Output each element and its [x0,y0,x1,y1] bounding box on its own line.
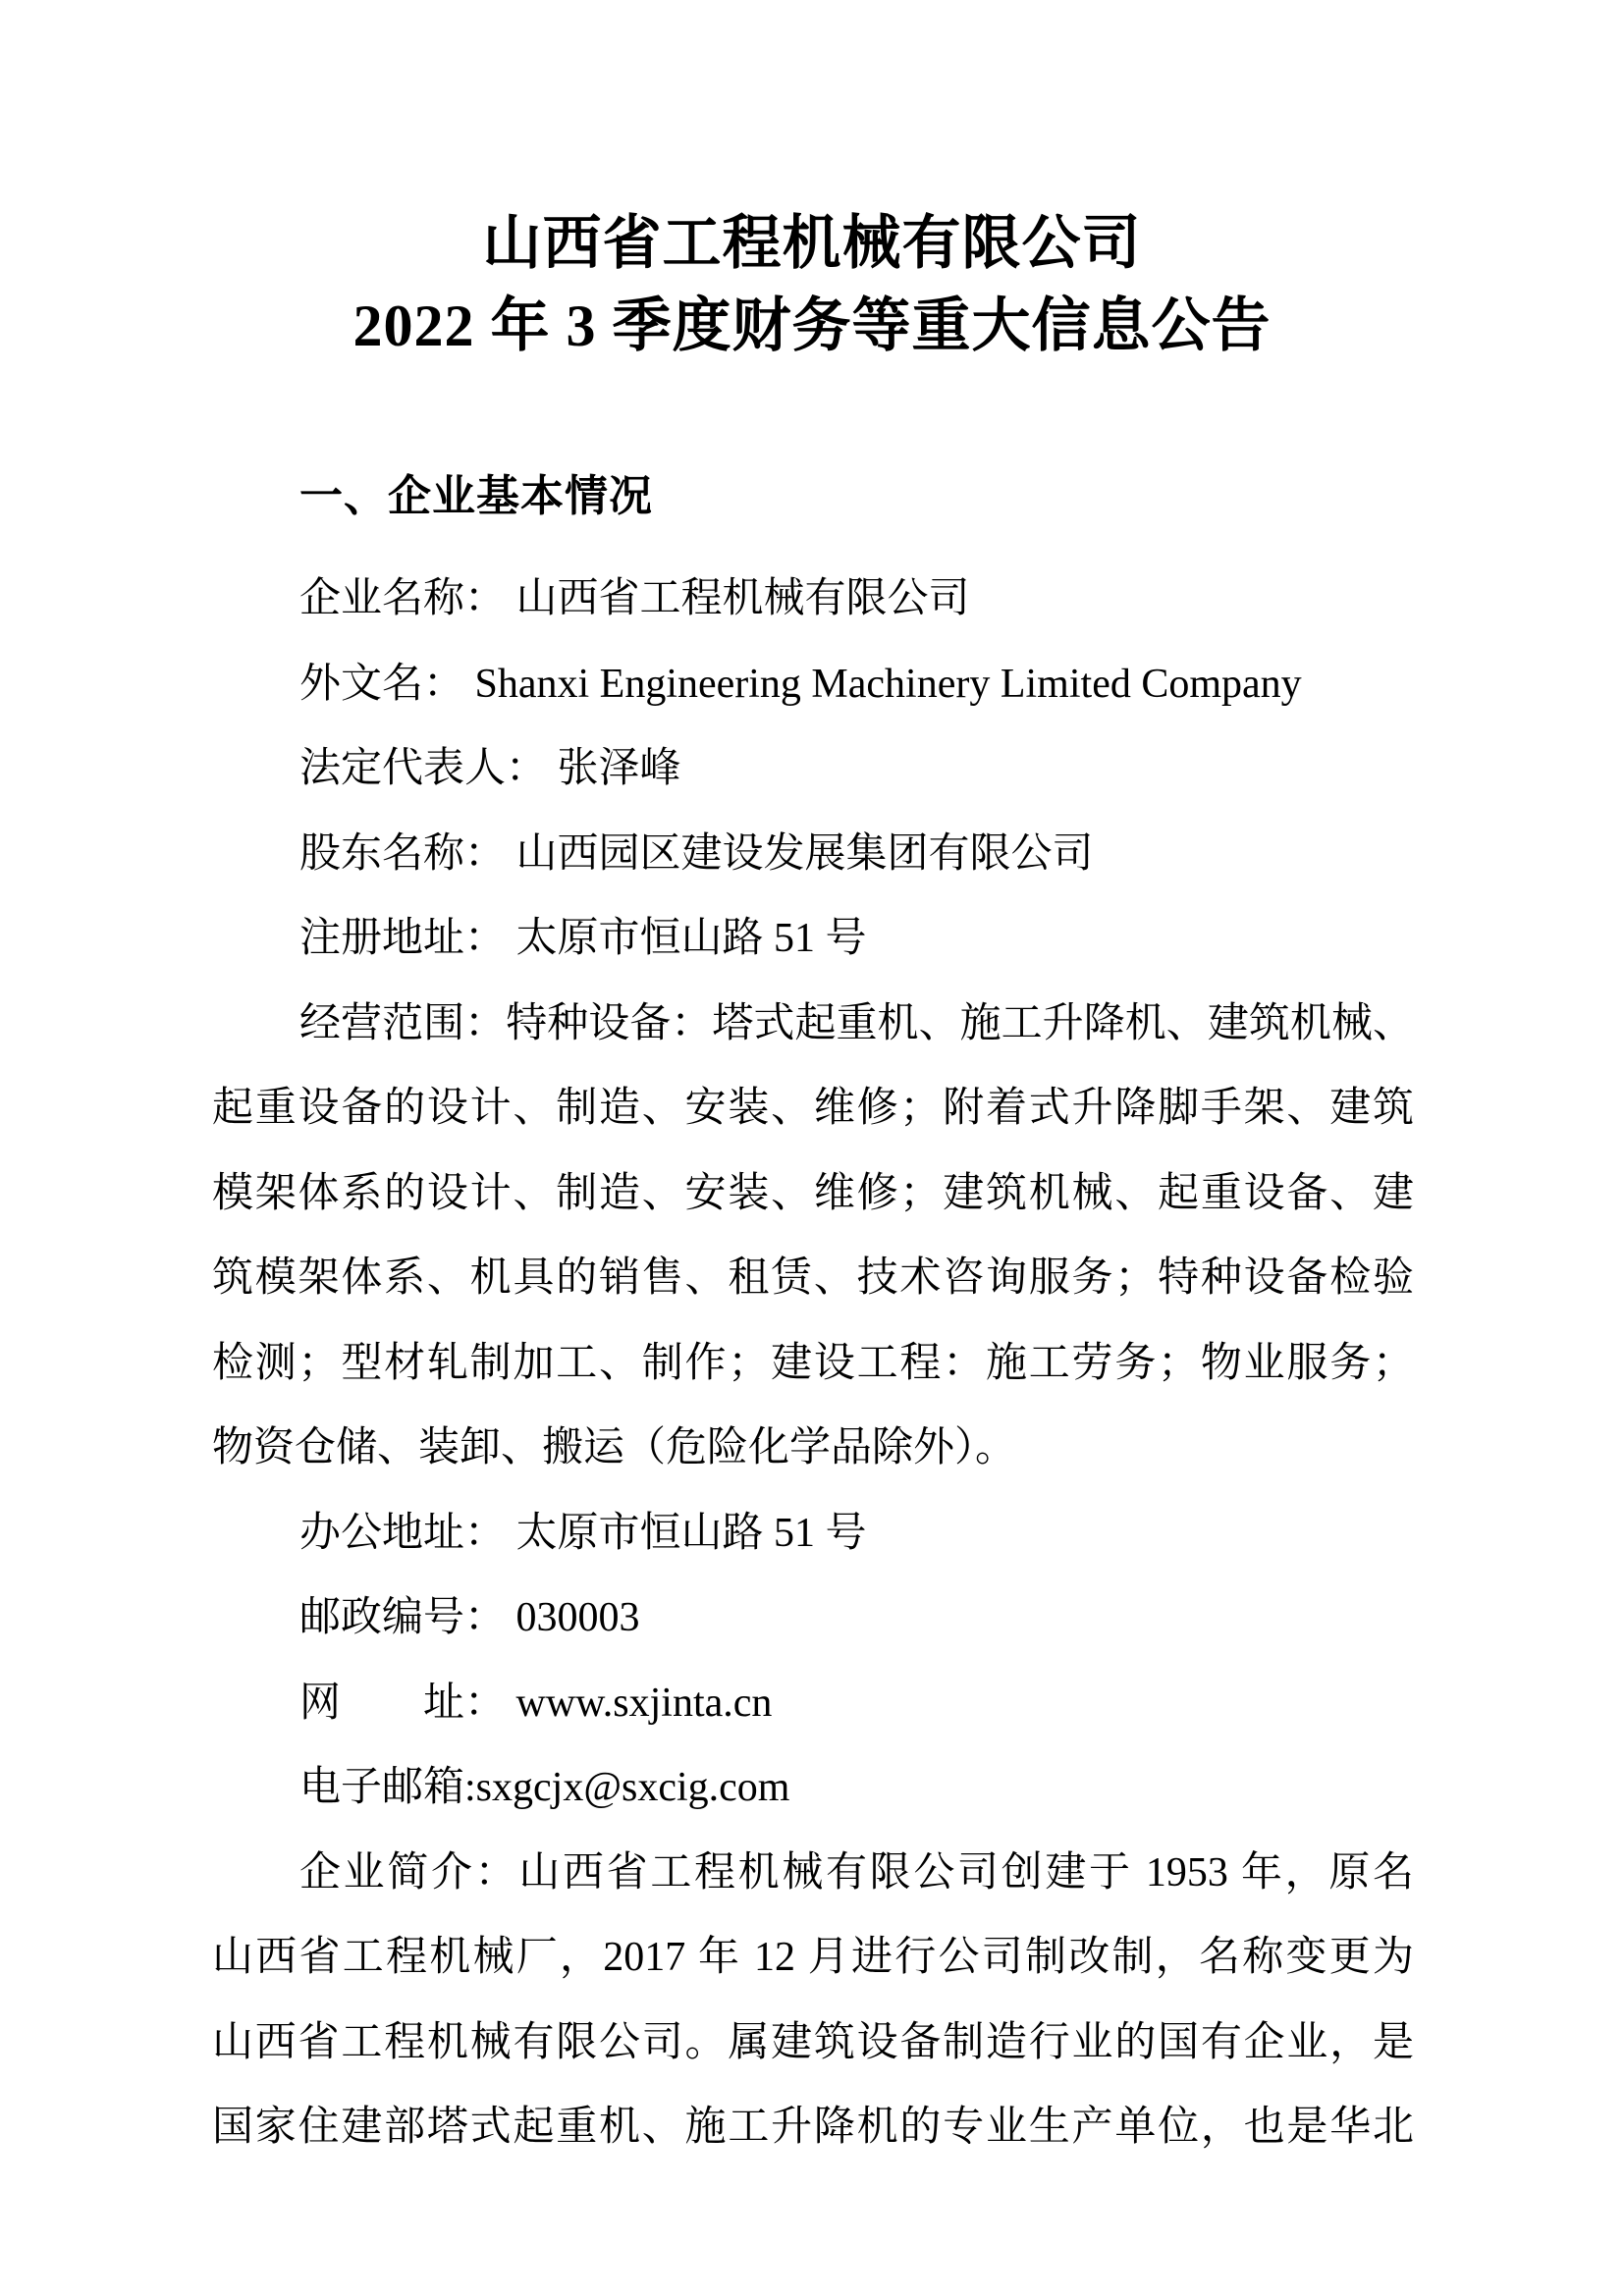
body-line-business-scope-6: 物资仓储、装卸、搬运（危险化学品除外）。 [212,1425,1017,1470]
document-title [0,202,1624,367]
body-line-website: 网 址： www.sxjinta.cn [299,1680,773,1726]
body-line-business-scope-5: 检测；型材轧制加工、制作；建设工程：施工劳务；物业服务； [212,1340,1414,1386]
body-line-postal-code: 邮政编号： 030003 [299,1595,640,1640]
body-line-profile-3: 山西省工程机械有限公司。属建筑设备制造行业的国有企业，是 [212,2019,1414,2065]
body-line-email: 电子邮箱:sxgcjx@sxcig.com [299,1765,790,1810]
document-title-line-1: 山西省工程机械有限公司 [482,211,1142,276]
body-line-business-scope-2: 起重设备的设计、制造、安装、维修；附着式升降脚手架、建筑 [212,1086,1414,1131]
body-line-profile-4: 国家住建部塔式起重机、施工升降机的专业生产单位，也是华北 [212,2105,1414,2150]
body-line-business-scope-4: 筑模架体系、机具的销售、租赁、技术咨询服务；特种设备检验 [212,1255,1414,1301]
body-line-registered-addr: 注册地址： 太原市恒山路 51 号 [299,916,867,961]
body-line-company-name: 企业名称： 山西省工程机械有限公司 [299,576,970,621]
body-line-office-addr: 办公地址： 太原市恒山路 51 号 [299,1510,867,1556]
body-line-business-scope-3: 模架体系的设计、制造、安装、维修；建筑机械、起重设备、建 [212,1170,1414,1216]
body-line-profile-2: 山西省工程机械厂，2017 年 12 月进行公司制改制，名称变更为 [212,1935,1414,1980]
body-line-legal-rep: 法定代表人： 张泽峰 [299,746,681,791]
body-line-profile-1: 企业简介：山西省工程机械有限公司创建于 1953 年，原名 [299,1849,1414,1896]
document-body [212,557,1414,2170]
body-line-foreign-name: 外文名： Shanxi Engineering Machinery Limited Company [299,661,1302,707]
document-title-line-2: 2022 年 3 季度财务等重大信息公告 [352,294,1272,358]
section-heading: 一、企业基本情况 [299,472,653,520]
body-line-business-scope-1: 经营范围：特种设备：塔式起重机、施工升降机、建筑机械、 [299,1000,1414,1046]
body-line-shareholder: 股东名称： 山西园区建设发展集团有限公司 [299,830,1094,877]
